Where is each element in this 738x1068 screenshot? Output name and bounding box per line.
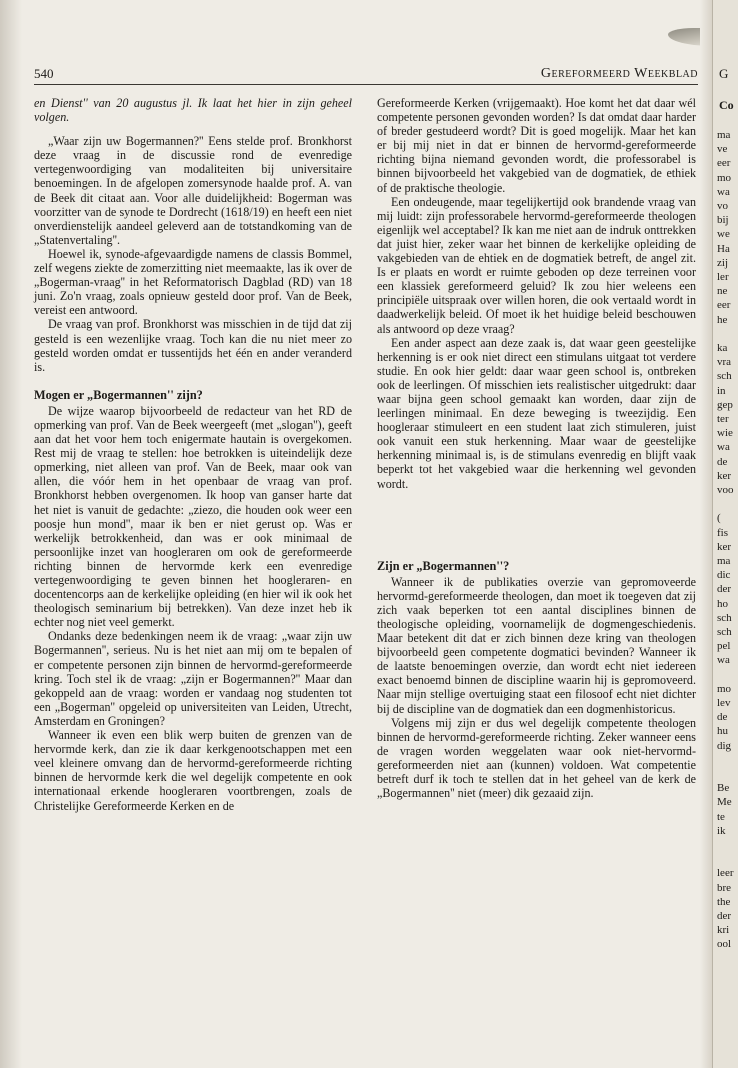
paragraph: De vraag van prof. Bronkhorst was misschien in de tijd dat zij gesteld is een wezenlijke vraag. Toch kan die nu niet meer zo gesteld worden omdat er tussentijds het één en ander veranderd is. [34,317,352,374]
adjacent-page-line-fragment: sch [717,626,732,638]
page-edge-shadow [0,0,22,1068]
adjacent-page-line-fragment: der [717,583,732,596]
paragraph: Een ondeugende, maar tegelijkertijd ook brandende vraag van mij luidt: zijn professorabele hervormd-gereformeerde theologen eigenlijk wel acceptabel? Ik kan me niet aan de indruk onttrekken dat juist hier, zeker waar het binnen de kerkelijke opleiding de vakgebieden van de ehtiek en de dogmatiek betreft, de angel zit. Is er plaats en wordt er ruimte geboden op deze terreinen voor een klassiek gereformeerd geluid? Ik zou hier weleens een principiële uitspraak over willen horen, die ook vertaald wordt in daadwerkelijk beleid. Of moet ik het huidige beleid beschouwen als antwoord op deze vraag? [377,194,696,336]
adjacent-page-line-fragment: wa [717,654,730,667]
running-header [34,62,698,85]
adjacent-page-subheading: Co [719,98,734,112]
adjacent-page-line-fragment: ik [717,824,726,837]
adjacent-page-line-fragment: ma [717,129,731,141]
paragraph: Een ander aspect aan deze zaak is, dat waar geen geestelijke herkenning is er ook niet direct een stimulans uitgaat tot verdere studie. En ook hier geldt: daar waar geen school is, ontbreken ook de leerlingen. Of misschien iets realistischer uitgedrukt: daar waar bijna geen school gemaakt kan worden, daar zijn de leerlingen minimaal. En deze beweging is tweezijdig. Een hoogleraar stimuleert en een student laat zich stimuleren, juist ook vanuit een stuk herkenning. Maar waar de geestelijke herkenning minimaal is, is de stimulans evenredig en blijft vaak beperkt tot het vakgebied waar die herkenning wel gevonden wordt. [377,335,696,491]
adjacent-page-line-fragment: ler [717,271,729,283]
adjacent-page-line-fragment: ter [717,413,729,425]
adjacent-page-line-fragment: ka [717,342,728,354]
adjacent-page-line-fragment: dic [717,569,731,582]
section-heading: Mogen er „Bogermannen'' zijn? [34,387,203,402]
adjacent-page-line-fragment: de [717,711,728,724]
adjacent-page-line-fragment: kri [717,924,730,937]
paragraph: Volgens mij zijn er dus wel degelijk competente theologen binnen de hervormd-gereformeerde richting. Zeker wanneer eens de vragen worden weggelaten waar ook niet-hervormd-gereformeerden niet aan (kunnen) voldoen. Wat competentie betreft durf ik toch te stellen dat in het geheel van de kerk de „Bogermannen'' niet (meer) dik gezaaid zijn. [377,715,696,801]
adjacent-page-line-fragment: ker [717,469,732,482]
adjacent-page-line-fragment: zij [717,256,728,269]
page-number: 540 [34,66,54,81]
adjacent-page-line-fragment: ( [717,512,721,525]
adjacent-page-line-fragment: bij [717,214,729,227]
adjacent-page-line-fragment: Be [717,782,730,795]
adjacent-page-line-fragment: in [717,384,726,397]
adjacent-page-line-fragment: wa [717,441,730,454]
adjacent-page-line-fragment: sch [717,370,732,383]
adjacent-page-line-fragment: gep [717,398,733,411]
adjacent-page-line-fragment: fis [717,526,728,539]
adjacent-page-line-fragment: Ha [717,242,730,255]
adjacent-page-line-fragment: ool [717,938,732,951]
adjacent-page-line-fragment: ho [717,597,728,610]
adjacent-page-line-fragment: sch [717,611,732,624]
adjacent-page-line-fragment: ve [717,143,728,156]
adjacent-page-line-fragment: eer [717,299,731,312]
adjacent-page-line-fragment: de [717,455,728,468]
adjacent-page-line-fragment: der [717,910,732,922]
section-heading: Zijn er „Bogermannen''? [377,558,510,573]
journal-title: Gereformeerd Weekblad [540,66,698,81]
adjacent-page-line-fragment: we [717,228,730,241]
adjacent-page-line-fragment: mo [717,171,732,184]
paragraph: Hoewel ik, synode-afgevaardigde namens de classis Bommel, zelf wegens ziekte de zomerzitting niet meemaakte, las ik over de „Bogerman-vraag'' in het Reformatorisch Dagblad (RD) van 18 juni. Zo'n vraag, zoals opnieuw gesteld door prof. Van de Beek, vereist een antwoord. [34,246,352,318]
adjacent-page-line-fragment: mo [717,682,732,695]
adjacent-page-line-fragment: ne [717,285,728,298]
paragraph: Ondanks deze bedenkingen neem ik de vraag: „waar zijn uw Bogermannen'', serieus. Nu is het niet aan mij om te bepalen of er competente personen zijn binnen de hervormd-gereformeerde kring. Toch stel ik de vraag: „zijn er Bogermannen?'' Maar dan gekoppeld aan de vraag: worden er vandaag nog studenten tot een „Bogerman'' opgeleid op universiteiten van Leiden, Utrecht, Amsterdam en Groningen? [34,629,352,728]
adjacent-page-line-fragment: te [717,810,725,823]
paragraph: Wanneer ik even een blik werp buiten de grenzen van de hervormde kerk, dan zie ik daar kerkgenootschappen met een veel kleinere omvang dan de hervormd-gereformeerde richting binnen de hervormde kerk die wel degelijk competente en ook internationaal erkende hoogleraren voortbrengen, zoals de Christelijke Gereformeerde Kerken en de [34,728,352,813]
adjacent-page-line-fragment: bre [717,881,732,894]
adjacent-page-header: G [719,66,729,81]
adjacent-page-line-fragment: vo [717,200,728,212]
adjacent-page-line-fragment: he [717,313,728,326]
adjacent-page-line-fragment: Me [717,796,732,809]
adjacent-page-line-fragment: pel [717,640,731,653]
intro-italic: en Dienst'' van 20 augustus jl. Ik laat het hier in zijn geheel volgen. [34,96,352,125]
adjacent-page-line-fragment: lev [717,697,731,709]
adjacent-page-line-fragment: eer [717,157,731,170]
adjacent-page-line-fragment: hu [717,725,728,738]
adjacent-page-line-fragment: wie [717,427,733,440]
adjacent-page-line-fragment: leer [717,867,734,880]
column-right [377,96,696,800]
adjacent-page-line-fragment: voo [717,484,734,496]
adjacent-page [712,0,738,1068]
paragraph: „Waar zijn uw Bogermannen?'' Eens stelde prof. Bronkhorst deze vraag in de discussie rond de evenredige vertegenwoordiging van modaliteiten bij universitaire benoemingen. In de afgelopen zomersynode haalde prof. A. van de Beek dit citaat aan. Voor alle duidelijkheid: Bogerman was voorzitter van de synode te Dordrecht (1618/19) en heeft een niet onverdienstelijk aandeel geleverd aan de totstandkoming van de „Statenvertaling''. [34,134,352,247]
adjacent-page-line-fragment: ma [717,555,731,567]
paragraph: Wanneer ik de publikaties overzie van gepromoveerde hervormd-gereformeerde theologen, dan moet ik toegeven dat zij zich vaak beperken tot een aantal disciplines binnen de theologische opleiding, voornamelijk de dogmengeschiedenis. Maar betekent dit dat er zich binnen deze kring van theologen bijvoorbeeld geen competente dogmatici bevinden? Wanneer ik de laatste benoemingen overzie, dan wordt echt niet iedereen exact benoemd binnen de discipline waarin hij is gepromoveerd. Naar mijn stellige overtuiging staat een filosoof echt niet dichter bij de discipline van de dogmatiek dan een dogmenhistoricus. [377,574,696,716]
column-left [34,96,352,813]
adjacent-page-line-fragment: the [717,895,731,908]
adjacent-page-line-fragment: ker [717,540,732,553]
gutter-shadow [700,0,712,1068]
paragraph: De wijze waarop bijvoorbeeld de redacteur van het RD de opmerking van prof. Van de Beek weergeeft (met „slogan''), geeft aan dat het voor hem toch enigermate hautain is overgekomen. Rest mij de vraag te stellen: hoe betrokken is uiteindelijk deze opmerking, niet alleen van prof. Van de Beek, maar ook van allen, die vóór hem in het openbaar de vraag van prof. Bronkhorst hebben overgenomen. Ik hoop van ganser harte dat het niet is vanuit de gedachte: „ziezo, die houden ook weer een poosje hun mond'', maar ik ben er niet gerust op. Was er werkelijk betrokkenheid, dan was er ook minimaal de persoonlijke inzet van hoogleraren om ook de gereformeerde richting binnen de hervormde kerk een evenredige vertegenwoordiging te geven binnen het hoogleraren- en docentencorps aan de kerkelijke opleiding (en hier wil ik ook het theologisch seminarium bij betrekken). Van deze inzet heb ik echter nog niet veel gemerkt. [34,403,352,630]
paragraph: Gereformeerde Kerken (vrijgemaakt). Hoe komt het dat daar wél competente personen gevonden worden? Is dat omdat daar harder of breder gestudeerd wordt? Dit is goed mogelijk. Maar het kan er bij mij niet in dat er binnen de hervormd-gereformeerde richting bijna niemand gevonden wordt, die professorabel is binnen bijvoorbeeld het vakgebied van de dogmatiek, de ethiek of de praktische theologie. [377,96,696,195]
adjacent-page-line-fragment: wa [717,185,730,198]
adjacent-page-line-fragment: dig [717,739,732,752]
adjacent-page-line-fragment: vra [717,356,732,369]
